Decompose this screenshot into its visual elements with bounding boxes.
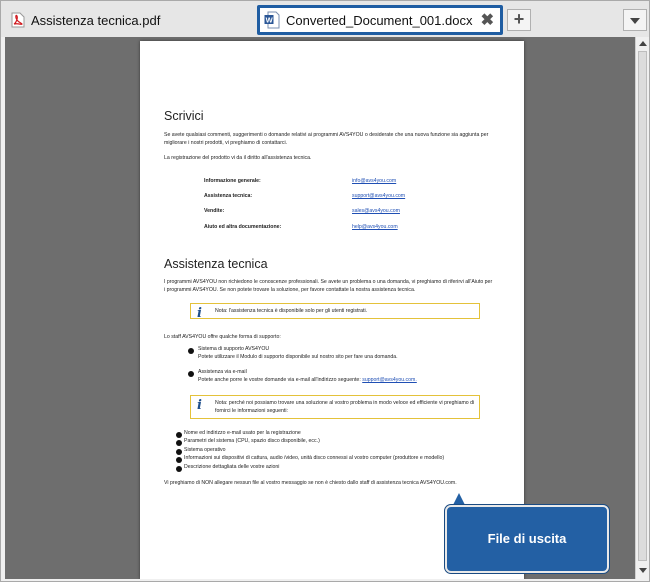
support-email-link[interactable]: support@avs4you.com. (362, 377, 417, 384)
bullet (188, 348, 194, 354)
info-icon: i (197, 306, 202, 321)
bullet (176, 432, 182, 438)
bullet (188, 371, 194, 377)
scrollbar-thumb[interactable] (638, 51, 647, 561)
info-icon: i (197, 398, 202, 413)
bullet (176, 466, 182, 472)
paragraph: La registrazione del prodotto vi da il diritto all'assistenza tecnica. (164, 155, 312, 161)
callout-box (445, 505, 609, 573)
list-item-text: Potete anche porre le vostre domande via e-mail all'indirizzo seguente: (198, 377, 361, 384)
bullet (176, 457, 182, 463)
tab-docx-active[interactable] (257, 5, 503, 35)
document-view-area[interactable] (5, 37, 635, 579)
contact-label: Vendite: (204, 208, 225, 214)
vertical-scrollbar[interactable] (635, 37, 649, 579)
contact-email-link[interactable]: sales@avs4you.com (352, 208, 400, 214)
note-box (190, 395, 480, 419)
list-item (198, 345, 468, 361)
contact-email-link[interactable]: info@avs4you.com (352, 178, 397, 184)
list-item: Parametri del sistema (CPU, spazio disco disponibile, ecc.) (184, 438, 320, 444)
paragraph: I programmi AVS4YOU non richiedono le conoscenze professionali. Se avete un problema o una domanda, vi preghiamo di riferirvi all'Aiuto per i programmi AVS4YOU. Se non potete trovare la soluzione, per favore contattate la nostra assistenza tecnica. (164, 279, 493, 294)
paragraph: Lo staff AVS4YOU offre qualche forma di supporto: (164, 334, 281, 340)
paragraph: Se avete qualsiasi commenti, suggerimenti o domande relativi ai programmi AVS4YOU o desiderate che una nuova funzione sia aggiunta per migliorare i nostri prodotti, vi preghiamo di contattarci. (164, 132, 489, 147)
note-text: Nota: l'assistenza tecnica è disponibile solo per gli utenti registrati. (215, 308, 368, 314)
callout-label: File di uscita (487, 531, 567, 546)
tab-pdf-label: Assistenza tecnica.pdf (31, 12, 161, 28)
contact-email-link[interactable]: help@avs4you.com (352, 224, 398, 230)
list-item (198, 368, 488, 384)
list-item: Nome ed indirizzo e-mail usato per la registrazione (184, 430, 301, 436)
add-tab-button[interactable]: + (507, 9, 531, 31)
paragraph: Vi preghiamo di NON allegare nessun file al vostro messaggio se non è chiesto dallo staff di assistenza tecnica AVS4YOU.com. (164, 480, 457, 486)
tab-docx-label: Converted_Document_001.docx (286, 12, 473, 28)
scroll-down-arrow-icon[interactable] (639, 568, 647, 573)
note-box (190, 303, 480, 319)
contact-label: Informazione generale: (204, 178, 261, 184)
contact-label: Assistenza tecnica: (204, 193, 253, 199)
list-item: Descrizione dettagliata delle vostre azioni (184, 464, 280, 470)
contact-email-link[interactable]: support@avs4you.com (352, 193, 406, 199)
list-item: Sistema operativo (184, 447, 226, 453)
section-title-assistenza: Assistenza tecnica (164, 257, 268, 271)
list-item-title: Assistenza via e-mail (198, 369, 247, 375)
svg-text:W: W (265, 15, 273, 25)
contact-label: Aiuto ed altra documentazione: (204, 224, 282, 230)
pdf-file-icon (11, 12, 25, 28)
document-page (140, 41, 524, 579)
list-item-title: Sistema di supporto AVS4YOU (198, 346, 270, 352)
note-text: Nota: perché noi possiamo trovare una soluzione al vostro problema in modo veloce ed efficiente vi preghiamo di fornirci le informazioni seguenti: (215, 400, 475, 415)
scroll-up-arrow-icon[interactable] (639, 41, 647, 46)
close-tab-icon[interactable]: ✖ (480, 12, 494, 29)
list-item: Informazioni sui dispositivi di cattura, audio /video, unità disco connessi al vostro computer (produttore e modello) (184, 455, 445, 461)
tab-pdf[interactable] (11, 7, 251, 33)
bullet (176, 449, 182, 455)
tab-bar (1, 1, 649, 37)
word-document-icon (264, 11, 280, 29)
section-title-scrivici: Scrivici (164, 109, 204, 123)
bullet (176, 440, 182, 446)
tab-list-dropdown-button[interactable] (623, 9, 647, 31)
chevron-down-icon (630, 18, 640, 24)
list-item-text: Potete utilizzare il Modulo di supporto disponibile sul nostro sito per fare una domanda. (198, 354, 398, 361)
